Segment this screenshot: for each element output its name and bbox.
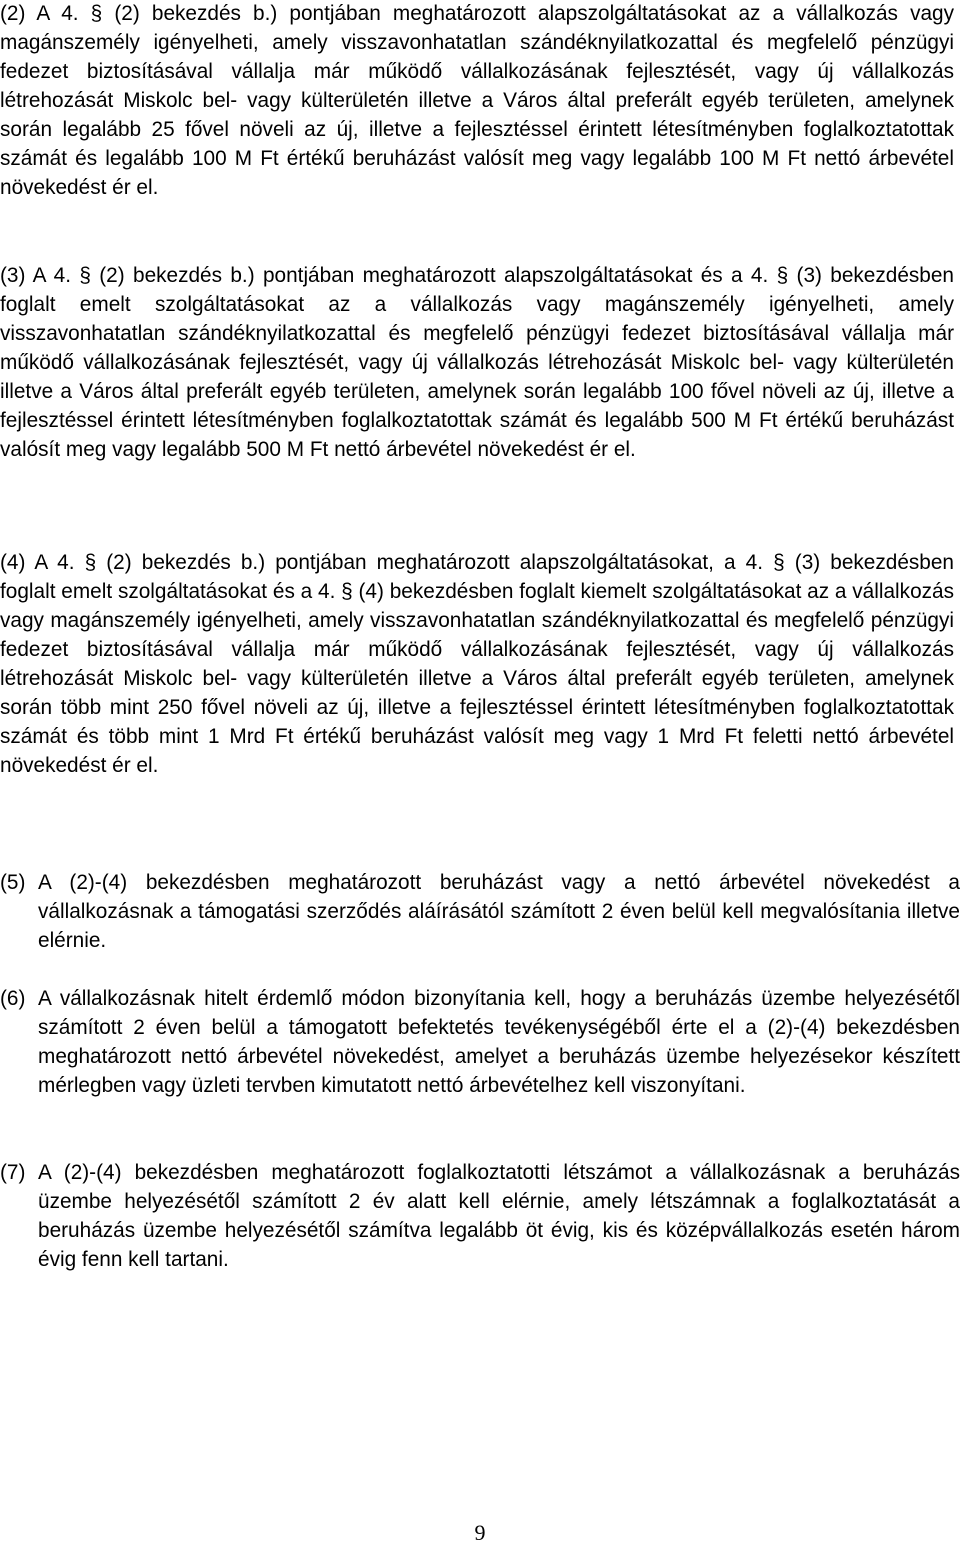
- paragraph-2: [0, 0, 960, 202]
- paragraph-6-number: (6): [0, 987, 26, 1010]
- paragraph-3-text: (3) A 4. § (2) bekezdés b.) pontjában meghatározott alapszolgáltatásokat és a 4. § (3) bekezdésben foglalt emelt szolgáltatásokat az a vállalkozás vagy magánszemély igényelheti, amely visszavonhatatlan szándéknyilatkozattal és megfelelő pénzügyi fedezet biztosításával vállalja már működő vállalkozásának fejlesztését, vagy új vállalkozás létrehozását Miskolc bel- vagy külterületén illetve a Város által preferált egyéb területen, amelynek során legalább 100 fővel növeli az új, illetve a fejlesztéssel érintett létesítményben foglalkoztatottak számát és legalább 500 M Ft értékű beruházást valósít meg vagy legalább 500 M Ft nettó árbevétel növekedést ér el.: [0, 264, 954, 461]
- paragraph-4: [0, 548, 960, 780]
- paragraph-4-text: (4) A 4. § (2) bekezdés b.) pontjában meghatározott alapszolgáltatásokat, a 4. § (3) bekezdésben foglalt emelt szolgáltatásokat és a 4. § (4) bekezdésben foglalt kiemelt szolgáltatásokat az a vállalkozás vagy magánszemély igényelheti, amely visszavonhatatlan szándéknyilatkozattal és megfelelő pénzügyi fedezet biztosításával vállalja már működő vállalkozásának fejlesztését, vagy új vállalkozás létrehozását Miskolc bel- vagy külterületén illetve a Város által preferált egyéb területen, amelynek során több mint 250 fővel növeli az új, illetve a fejlesztéssel érintett létesítményben foglalkoztatottak számát és több mint 1 Mrd Ft értékű beruházást valósít meg vagy 1 Mrd Ft feletti nettó árbevétel növekedést ér el.: [0, 551, 954, 777]
- page-number: 9: [474, 1520, 486, 1545]
- paragraph-5-text: A (2)-(4) bekezdésben meghatározott beruházást vagy a nettó árbevétel növekedést a vállalkozásnak a támogatási szerződés aláírásától számított 2 éven belül kell megvalósítania illetve elérnie.: [38, 871, 960, 952]
- paragraph-5: [0, 868, 960, 955]
- paragraph-2-text: (2) A 4. § (2) bekezdés b.) pontjában meghatározott alapszolgáltatásokat az a vállalkozás vagy magánszemély igényelheti, amely visszavonhatatlan szándéknyilatkozattal és megfelelő pénzügyi fedezet biztosításával vállalja már működő vállalkozásának fejlesztését, vagy új vállalkozás létrehozását Miskolc bel- vagy külterületén illetve a Város által preferált egyéb területen, amelynek során legalább 25 fővel növeli az új, illetve a fejlesztéssel érintett létesítményben foglalkoztatottak számát és legalább 100 M Ft értékű beruházást valósít meg vagy legalább 100 M Ft nettó árbevétel növekedést ér el.: [0, 2, 954, 199]
- paragraph-7-text: A (2)-(4) bekezdésben meghatározott foglalkoztatotti létszámot a vállalkozásnak a beruházás üzembe helyezésétől számított 2 év alatt kell elérnie, amely létszámnak a foglalkoztatását a beruházás üzembe helyezésétől számítva legalább öt évig, kis és középvállalkozás esetén három évig fenn kell tartani.: [38, 1161, 960, 1271]
- paragraph-3: [0, 261, 960, 464]
- paragraph-6: [0, 984, 960, 1100]
- paragraph-6-text: A vállalkozásnak hitelt érdemlő módon bizonyítania kell, hogy a beruházás üzembe helyezésétől számított 2 éven belül a támogatott befektetés tevékenységéből érte el a (2)-(4) bekezdésben meghatározott nettó árbevétel növekedést, amelyet a beruházás üzembe helyezésekor készített mérlegben vagy üzleti tervben kimutatott nettó árbevételhez kell viszonyítani.: [38, 987, 960, 1097]
- paragraph-7-number: (7): [0, 1161, 26, 1184]
- paragraph-7: [0, 1158, 960, 1274]
- paragraph-5-number: (5): [0, 871, 26, 894]
